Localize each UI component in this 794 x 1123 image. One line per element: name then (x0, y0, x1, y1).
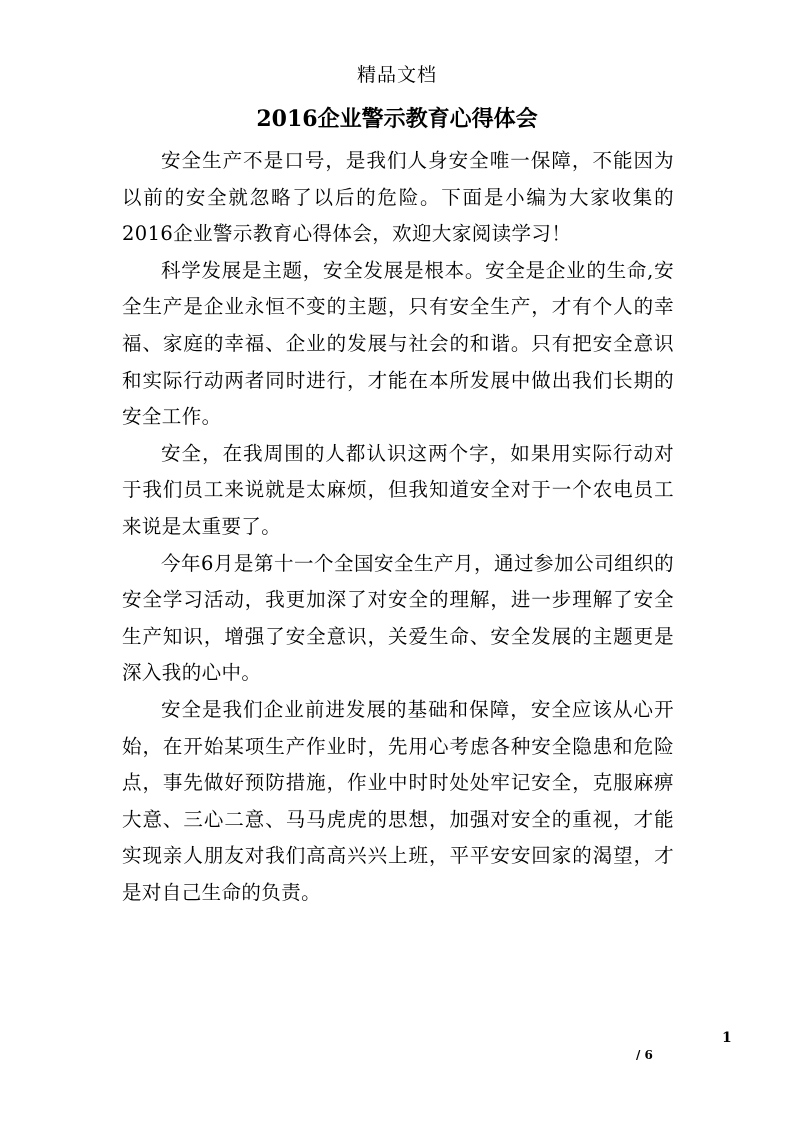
paragraph-development: 科学发展是主题，安全发展是根本。安全是企业的生命,安全生产是企业永恒不变的主题，只有安全生产，才有个人的幸福、家庭的幸福、企业的发展与社会的和谐。只有把安全意识和实际行动两者同时进行，才能在本所发展中做出我们长期的安全工作。 (122, 258, 674, 429)
page-number: 1 (722, 1030, 732, 1046)
page-header: 精品文档 (356, 64, 437, 86)
paragraph-intro: 安全生产不是口号，是我们人身安全唯一保障，不能因为以前的安全就忽略了以后的危险。下面是小编为大家收集的2016企业警示教育心得体会，欢迎大家阅读学习！ (122, 149, 674, 246)
page-total: / 6 (636, 1048, 653, 1062)
paragraph-safety-foundation: 安全是我们企业前进发展的基础和保障，安全应该从心开始，在开始某项生产作业时，先用心考虑各种安全隐患和危险点，事先做好预防措施，作业中时时处处牢记安全，克服麻痹大意、三心二意、马马虎虎的思想，加强对安全的重视，才能实现亲人朋友对我们高高兴兴上班，平平安安回家的渴望，才是对自己生命的负责。 (122, 697, 674, 904)
document-body (122, 143, 674, 911)
paragraph-safety-month: 今年6月是第十一个全国安全生产月，通过参加公司组织的安全学习活动，我更加深了对安全的理解，进一步理解了安全生产知识，增强了安全意识，关爱生命、安全发展的主题更是深入我的心中。 (122, 551, 674, 685)
paragraph-safety-awareness: 安全，在我周围的人都认识这两个字，如果用实际行动对于我们员工来说就是太麻烦，但我知道安全对于一个农电员工来说是太重要了。 (122, 441, 674, 538)
document-title: 2016企业警示教育心得体会 (256, 106, 538, 132)
